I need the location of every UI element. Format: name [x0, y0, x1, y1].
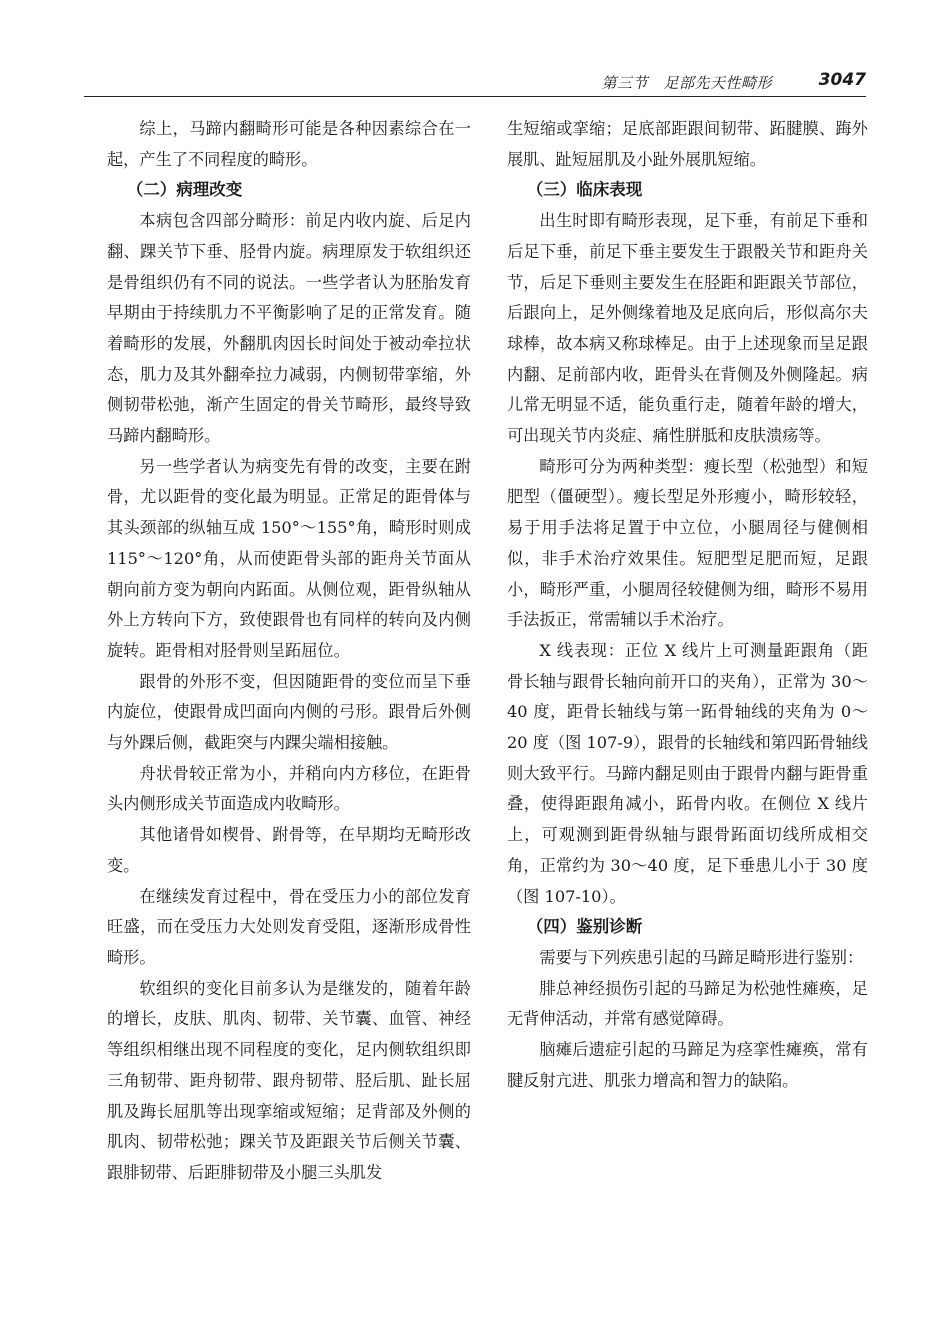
- paragraph: 另一些学者认为病变先有骨的改变，主要在跗骨，尤以距骨的变化最为明显。正常足的距骨体与其头颈部的纵轴互成 150°～155°角，畸形时则成 115°～120°角，从而使距骨头部的距舟关节面从朝向前方变为朝向内跖面。从侧位观，距骨纵轴从外上方转向下方，致使跟骨也有同样的转向及内侧旋转。距骨相对胫骨则呈跖屈位。: [107, 456, 471, 660]
- page-header: [84, 70, 866, 97]
- paragraph: X 线表现：正位 X 线片上可测量距跟角（距骨长轴与跟骨长轴向前开口的夹角），正常为 30～40 度，距骨长轴线与第一跖骨轴线的夹角为 0～20 度（图 107-9），跟骨的长轴线和第四跖骨轴线则大致平行。马蹄内翻足则由于跟骨内翻与距骨重叠，使得距跟角减小，跖骨内收。在侧位 X 线片上，可观测到距骨纵轴与跟骨跖面切线所成相交角，正常约为 30～40 度，足下垂患儿小于 30 度（图 107-10）。: [507, 640, 868, 906]
- paragraph: 需要与下列疾患引起的马蹄足畸形进行鉴别：: [539, 947, 864, 967]
- paragraph: 出生时即有畸形表现，足下垂，有前足下垂和后足下垂，前足下垂主要发生于跟骰关节和距舟关节，后足下垂则主要发生在胫距和距跟关节部位，后跟向上，足外侧缘着地及足底向后，形似高尔夫球棒，故本病又称球棒足。由于上述现象而呈足跟内翻、足前部内收，距骨头在背侧及外侧隆起。病儿常无明显不适，能负重行走，随着年龄的增大，可出现关节内炎症、痛性胼胝和皮肤溃疡等。: [507, 211, 868, 446]
- section-title: 第三节 足部先天性畸形: [601, 74, 772, 92]
- paragraph: 其他诸骨如楔骨、跗骨等，在早期均无畸形改变。: [107, 825, 471, 875]
- paragraph: 腓总神经损伤引起的马蹄足为松弛性瘫痪，足无背伸活动，并常有感觉障碍。: [507, 978, 868, 1029]
- paragraph: 跟骨的外形不变，但因随距骨的变位而呈下垂内旋位，使跟骨成凹面向内侧的弓形。跟骨后外侧与外踝后侧，截距突与内踝尖端相接触。: [107, 671, 471, 753]
- left-column: [107, 114, 471, 1189]
- paragraph: 脑瘫后遗症引起的马蹄足为痉挛性瘫痪，常有腱反射亢进、肌张力增高和智力的缺陷。: [507, 1040, 868, 1090]
- paragraph: 在继续发育过程中，骨在受压力小的部位发育旺盛，而在受压力大处则发育受阻，逐渐形成骨性畸形。: [107, 886, 471, 967]
- paragraph: 生短缩或挛缩；足底部距跟间韧带、跖腱膜、踇外展肌、趾短屈肌及小趾外展肌短缩。: [507, 119, 868, 169]
- paragraph: 综上，马蹄内翻畸形可能是各种因素综合在一起，产生了不同程度的畸形。: [107, 119, 471, 169]
- paragraph: 舟状骨较正常为小，并稍向内方移位，在距骨头内侧形成关节面造成内收畸形。: [107, 763, 471, 814]
- paragraph: 软组织的变化目前多认为是继发的，随着年龄的增长，皮肤、肌肉、韧带、关节囊、血管、神经等组织相继出现不同程度的变化，足内侧软组织即三角韧带、距舟韧带、跟舟韧带、胫后肌、趾长屈肌及踇长屈肌等出现挛缩或短缩；足背部及外侧的肌肉、韧带松弛；踝关节及距跟关节后侧关节囊、跟腓韧带、后距腓韧带及小腿三头肌发: [107, 978, 471, 1182]
- right-column: [507, 114, 868, 1097]
- section-heading: （三）临床表现: [526, 180, 643, 200]
- paragraph: 本病包含四部分畸形：前足内收内旋、后足内翻、踝关节下垂、胫骨内旋。病理原发于软组织还是骨组织仍有不同的说法。一些学者认为胚胎发育早期由于持续肌力不平衡影响了足的正常发育。随着畸形的发展，外翻肌肉因长时间处于被动牵拉状态，肌力及其外翻牵拉力减弱，内侧韧带挛缩，外侧韧带松弛，渐产生固定的骨关节畸形，最终导致马蹄内翻畸形。: [107, 211, 471, 446]
- paragraph: 畸形可分为两种类型：瘦长型（松弛型）和短肥型（僵硬型）。瘦长型足外形瘦小，畸形较轻，易于用手法将足置于中立位，小腿周径与健侧相似，非手术治疗效果佳。短肥型足肥而短，足跟小，畸形严重，小腿周径较健侧为细，畸形不易用手法扳正，常需辅以手术治疗。: [507, 456, 868, 630]
- page-number: 3047: [818, 70, 866, 90]
- section-heading: （四）鉴别诊断: [526, 917, 643, 937]
- section-heading: （二）病理改变: [126, 180, 243, 200]
